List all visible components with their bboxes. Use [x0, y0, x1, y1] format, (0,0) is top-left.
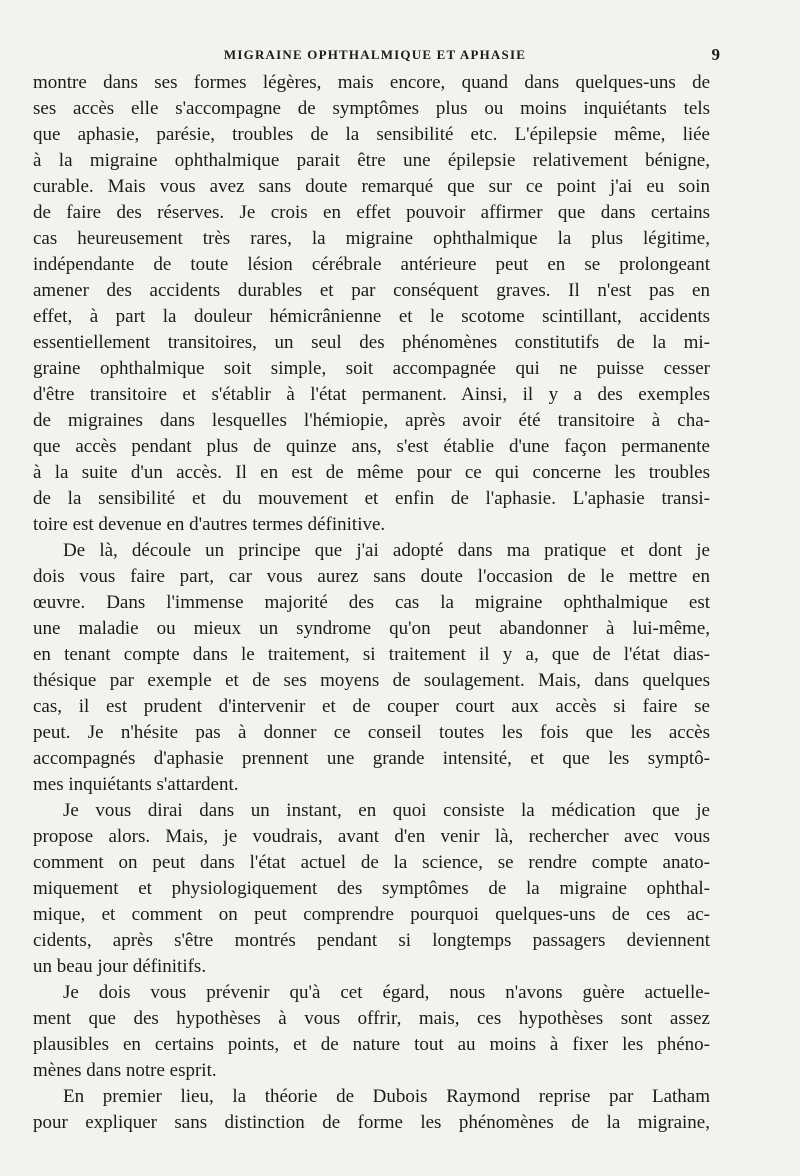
text-line: mique, et comment on peut comprendre pourquoi quelques-uns de ces ac- — [33, 904, 710, 925]
running-title: MIGRAINE OPHTHALMIQUE ET APHASIE — [223, 47, 527, 62]
text-line: indépendante de toute lésion cérébrale antérieure peut en se prolongeant — [33, 254, 710, 275]
paragraph-3 — [33, 798, 710, 980]
text-line: toire est devenue en d'autres termes définitive. — [33, 514, 386, 535]
text-line: thésique par exemple et de ses moyens de soulagement. Mais, dans quelques — [33, 670, 710, 691]
text-line: cas, il est prudent d'intervenir et de couper court aux accès si faire se — [33, 696, 710, 717]
running-head — [30, 47, 720, 67]
text-line: curable. Mais vous avez sans doute remarqué que sur ce point j'ai eu soin — [33, 176, 710, 197]
text-line: comment on peut dans l'état actuel de la science, se rendre compte anato- — [33, 852, 710, 873]
text-line: Je dois vous prévenir qu'à cet égard, nous n'avons guère actuelle- — [63, 982, 710, 1003]
paragraph-2 — [33, 538, 710, 798]
text-line: Je vous dirai dans un instant, en quoi consiste la médication que je — [63, 800, 710, 821]
text-line: à la suite d'un accès. Il en est de même pour ce qui concerne les troubles — [33, 462, 710, 483]
text-line: ment que des hypothèses à vous offrir, mais, ces hypothèses sont assez — [33, 1008, 710, 1029]
text-line: dois vous faire part, car vous aurez sans doute l'occasion de le mettre en — [33, 566, 710, 587]
text-line: graine ophthalmique soit simple, soit accompagnée qui ne puisse cesser — [33, 358, 710, 379]
text-line: mènes dans notre esprit. — [33, 1060, 217, 1081]
text-line: à la migraine ophthalmique parait être une épilepsie relativement bénigne, — [33, 150, 710, 171]
text-line: En premier lieu, la théorie de Dubois Raymond reprise par Latham — [63, 1086, 710, 1107]
text-line: de la sensibilité et du mouvement et enfin de l'aphasie. L'aphasie transi- — [33, 488, 710, 509]
text-line: De là, découle un principe que j'ai adopté dans ma pratique et dont je — [63, 540, 710, 561]
text-line: un beau jour définitifs. — [33, 956, 207, 977]
text-line: amener des accidents durables et par conséquent graves. Il n'est pas en — [33, 280, 710, 301]
text-line: montre dans ses formes légères, mais encore, quand dans quelques-uns de — [33, 72, 710, 93]
paragraph-1 — [33, 70, 710, 538]
text-line: accompagnés d'aphasie prennent une grande intensité, et que les symptô- — [33, 748, 710, 769]
text-line: d'être transitoire et s'établir à l'état permanent. Ainsi, il y a des exemples — [33, 384, 710, 405]
text-line: plausibles en certains points, et de nature tout au moins à fixer les phéno- — [33, 1034, 710, 1055]
text-line: de migraines dans lesquelles l'hémiopie, après avoir été transitoire à cha- — [33, 410, 710, 431]
paragraph-5 — [33, 1084, 710, 1136]
text-line: propose alors. Mais, je voudrais, avant d'en venir là, rechercher avec vous — [33, 826, 710, 847]
text-line: une maladie ou mieux un syndrome qu'on peut abandonner à lui-même, — [33, 618, 710, 639]
text-line: peut. Je n'hésite pas à donner ce conseil toutes les fois que les accès — [33, 722, 710, 743]
text-line: pour expliquer sans distinction de forme les phénomènes de la migraine, — [33, 1112, 710, 1133]
text-line: essentiellement transitoires, un seul des phénomènes constitutifs de la mi- — [33, 332, 710, 353]
text-line: en tenant compte dans le traitement, si traitement il y a, que de l'état dias- — [33, 644, 710, 665]
text-line: que aphasie, parésie, troubles de la sensibilité etc. L'épilepsie même, liée — [33, 124, 710, 145]
text-line: cidents, après s'être montrés pendant si longtemps passagers deviennent — [33, 930, 710, 951]
text-line: effet, à part la douleur hémicrânienne et le scotome scintillant, accidents — [33, 306, 710, 327]
body-text — [33, 70, 710, 1136]
text-line: que accès pendant plus de quinze ans, s'est établie d'une façon permanente — [33, 436, 710, 457]
text-line: de faire des réserves. Je crois en effet pouvoir affirmer que dans certains — [33, 202, 710, 223]
text-line: ses accès elle s'accompagne de symptômes plus ou moins inquiétants tels — [33, 98, 710, 119]
text-line: mes inquiétants s'attardent. — [33, 774, 239, 795]
text-line: cas heureusement très rares, la migraine ophthalmique la plus légitime, — [33, 228, 710, 249]
text-line: miquement et physiologiquement des symptômes de la migraine ophthal- — [33, 878, 710, 899]
text-line: œuvre. Dans l'immense majorité des cas la migraine ophthalmique est — [33, 592, 710, 613]
paragraph-4 — [33, 980, 710, 1084]
page-number: 9 — [711, 45, 720, 64]
